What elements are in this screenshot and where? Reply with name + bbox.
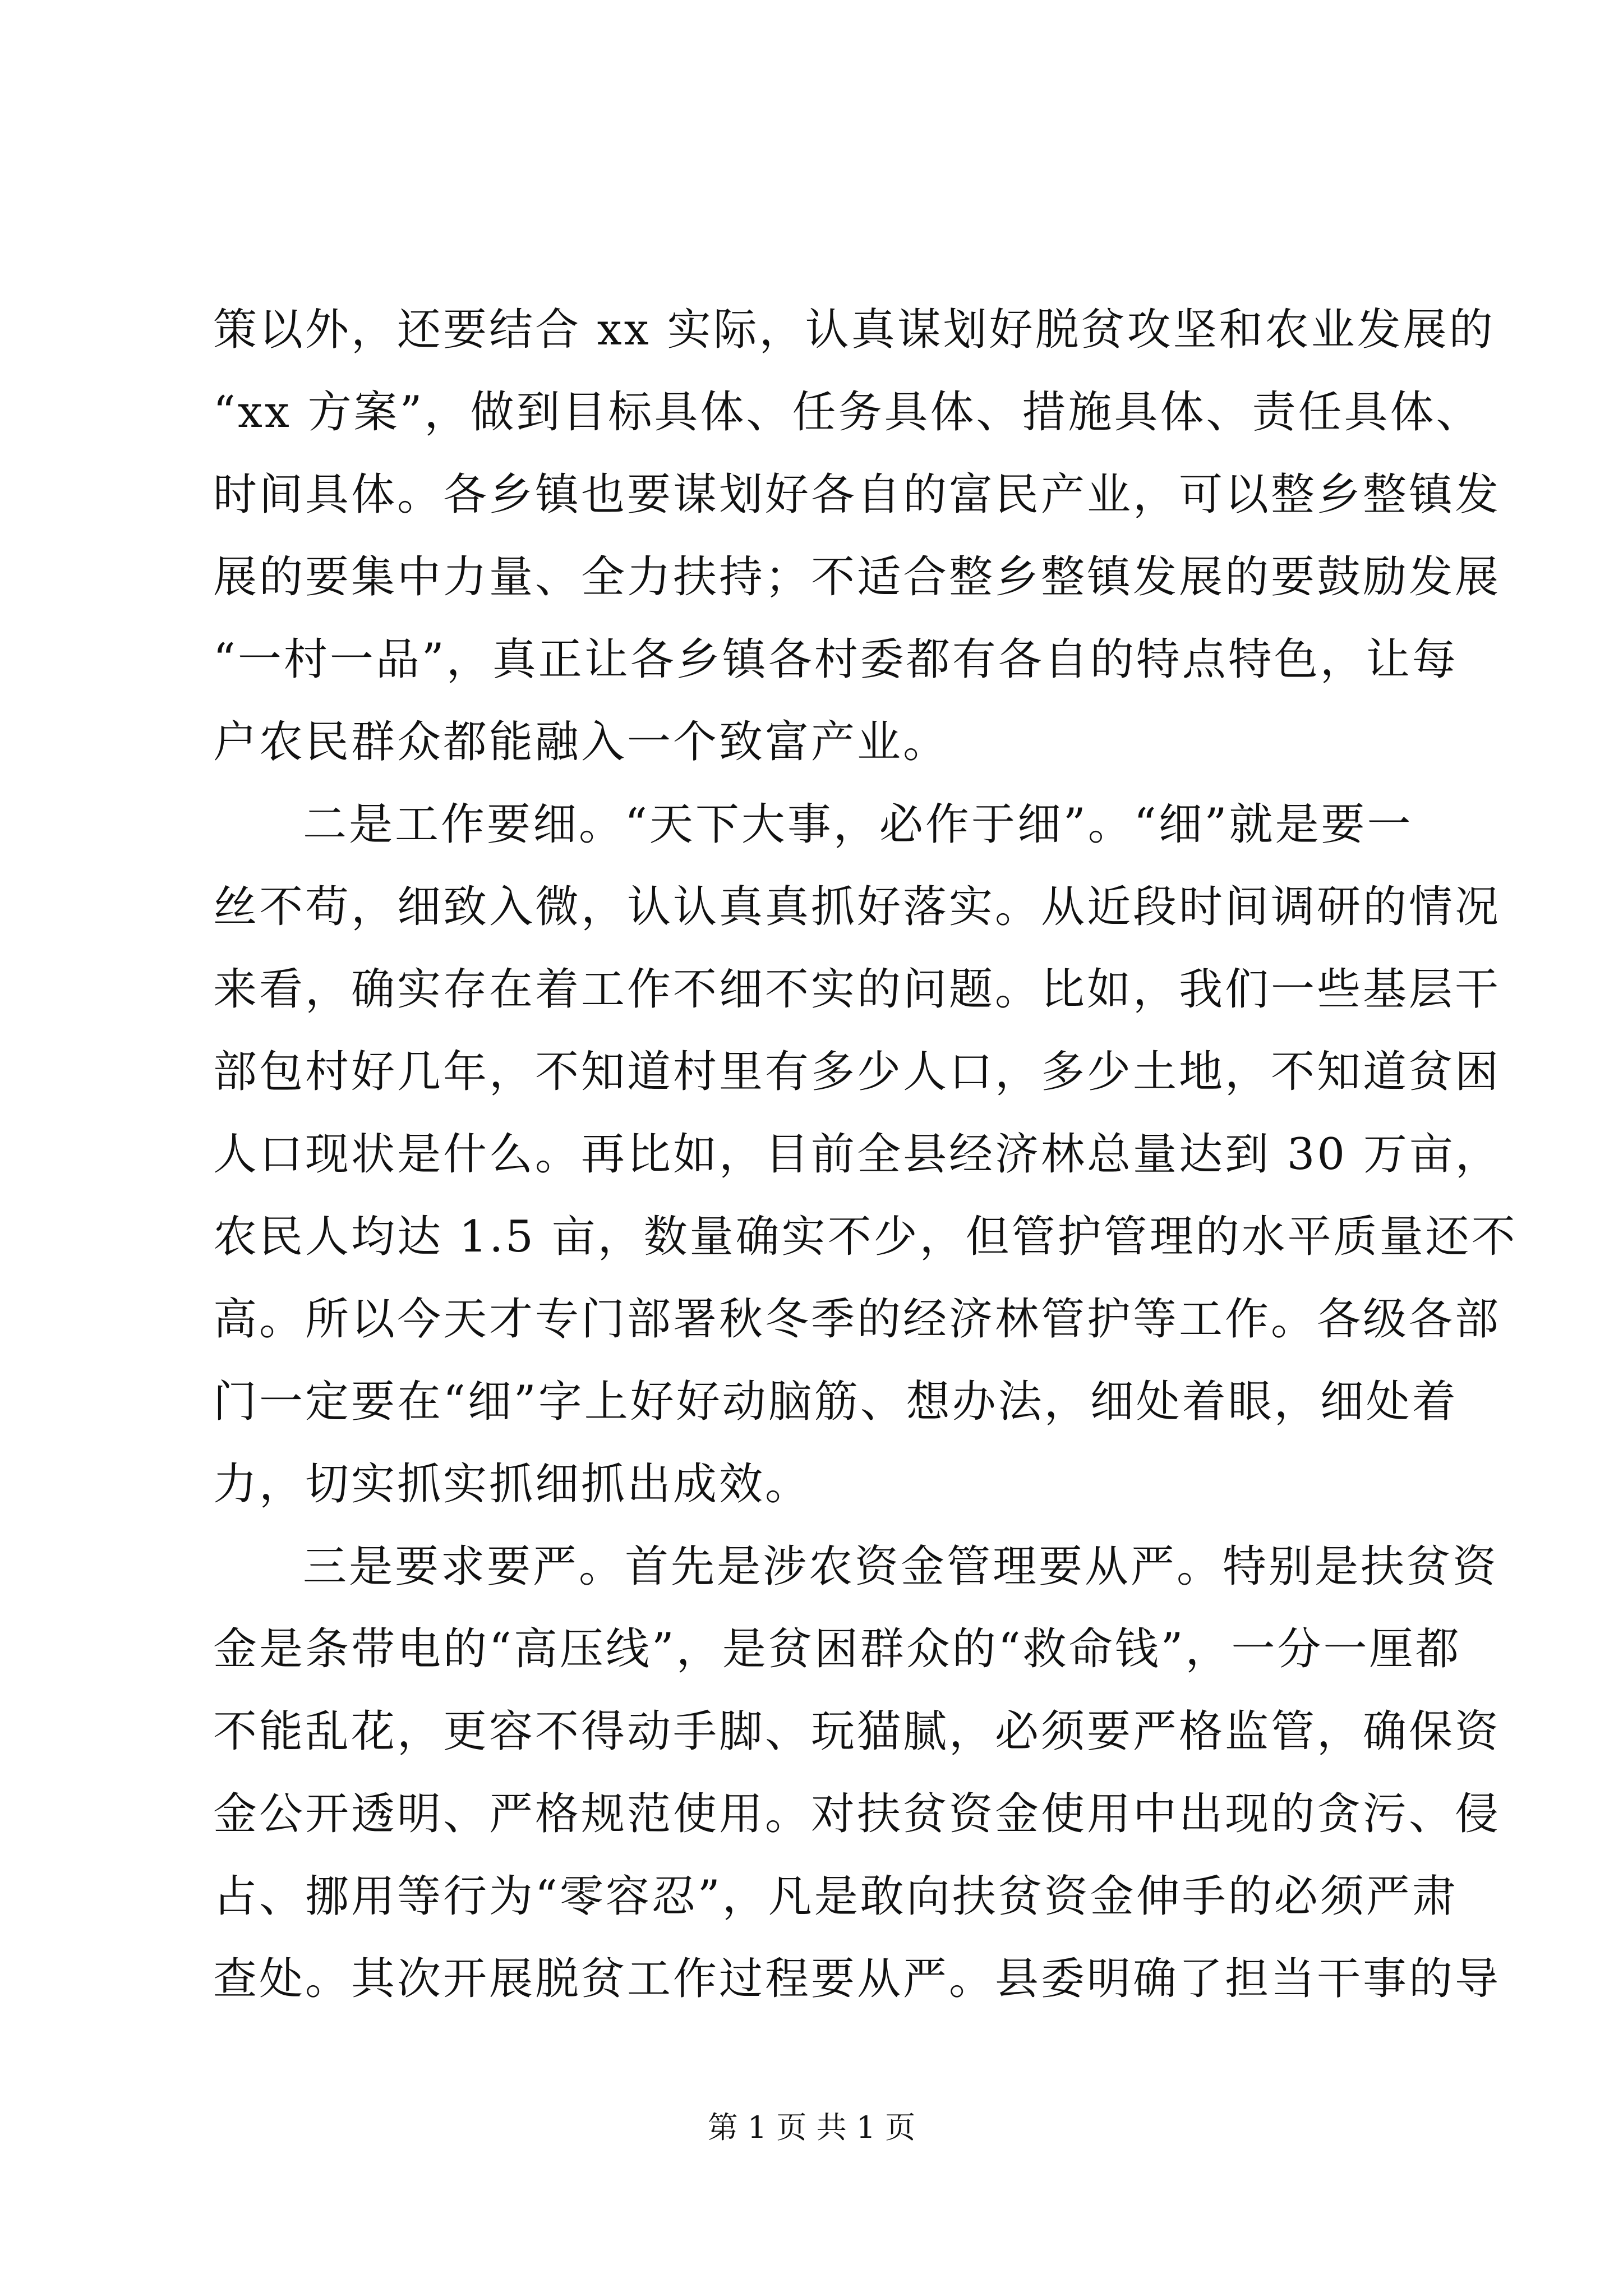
text-line: 户农民群众都能融入一个致富产业。 bbox=[213, 717, 949, 767]
text-line: 高。所以今天才专门部署秋冬季的经济林管护等工作。各级各部 bbox=[213, 1294, 1501, 1345]
text-line: 展的要集中力量、全力扶持；不适合整乡整镇发展的要鼓励发展 bbox=[213, 552, 1501, 602]
text-line: 人口现状是什么。再比如，目前全县经济林总量达到 30 万亩， bbox=[213, 1129, 1501, 1180]
text-line: 占、挪用等行为“零容忍”，凡是敢向扶贫资金伸手的必须严肃 bbox=[213, 1871, 1458, 1922]
text-line: 来看，确实存在着工作不细不实的问题。比如，我们一些基层干 bbox=[213, 964, 1501, 1015]
text-line: 查处。其次开展脱贫工作过程要从严。县委明确了担当干事的导 bbox=[213, 1954, 1501, 2004]
text-line: “xx 方案”，做到目标具体、任务具体、措施具体、责任具体、 bbox=[213, 387, 1482, 438]
text-line: 部包村好几年，不知道村里有多少人口，多少土地，不知道贫困 bbox=[213, 1047, 1501, 1097]
text-line: 策以外，还要结合 xx 实际，认真谋划好脱贫攻坚和农业发展的 bbox=[213, 305, 1495, 355]
text-line: “一村一品”，真正让各乡镇各村委都有各自的特点特色，让每 bbox=[213, 634, 1458, 685]
text-line: 丝不苟，细致入微，认认真真抓好落实。从近段时间调研的情况 bbox=[213, 882, 1501, 932]
text-line: 金公开透明、严格规范使用。对扶贫资金使用中出现的贪污、侵 bbox=[213, 1789, 1501, 1839]
text-line: 力，切实抓实抓细抓出成效。 bbox=[213, 1459, 811, 1510]
text-line: 门一定要在“细”字上好好动脑筋、想办法，细处着眼，细处着 bbox=[213, 1377, 1458, 1427]
text-line: 金是条带电的“高压线”，是贫困群众的“救命钱”，一分一厘都 bbox=[213, 1624, 1461, 1674]
body-text bbox=[213, 289, 1518, 2021]
paragraph-start-line: 三是要求要严。首先是涉农资金管理要从严。特别是扶贫资 bbox=[303, 1542, 1499, 1592]
page-footer: 第 1 页 共 1 页 bbox=[707, 2110, 916, 2145]
paragraph-start-line: 二是工作要细。“天下大事，必作于细”。“细”就是要一 bbox=[303, 799, 1413, 850]
text-line: 农民人均达 1.5 亩，数量确实不少，但管护管理的水平质量还不 bbox=[213, 1212, 1518, 1262]
text-line: 时间具体。各乡镇也要谋划好各自的富民产业，可以整乡整镇发 bbox=[213, 470, 1501, 520]
text-line: 不能乱花，更容不得动手脚、玩猫腻，必须要严格监管，确保资 bbox=[213, 1706, 1501, 1757]
